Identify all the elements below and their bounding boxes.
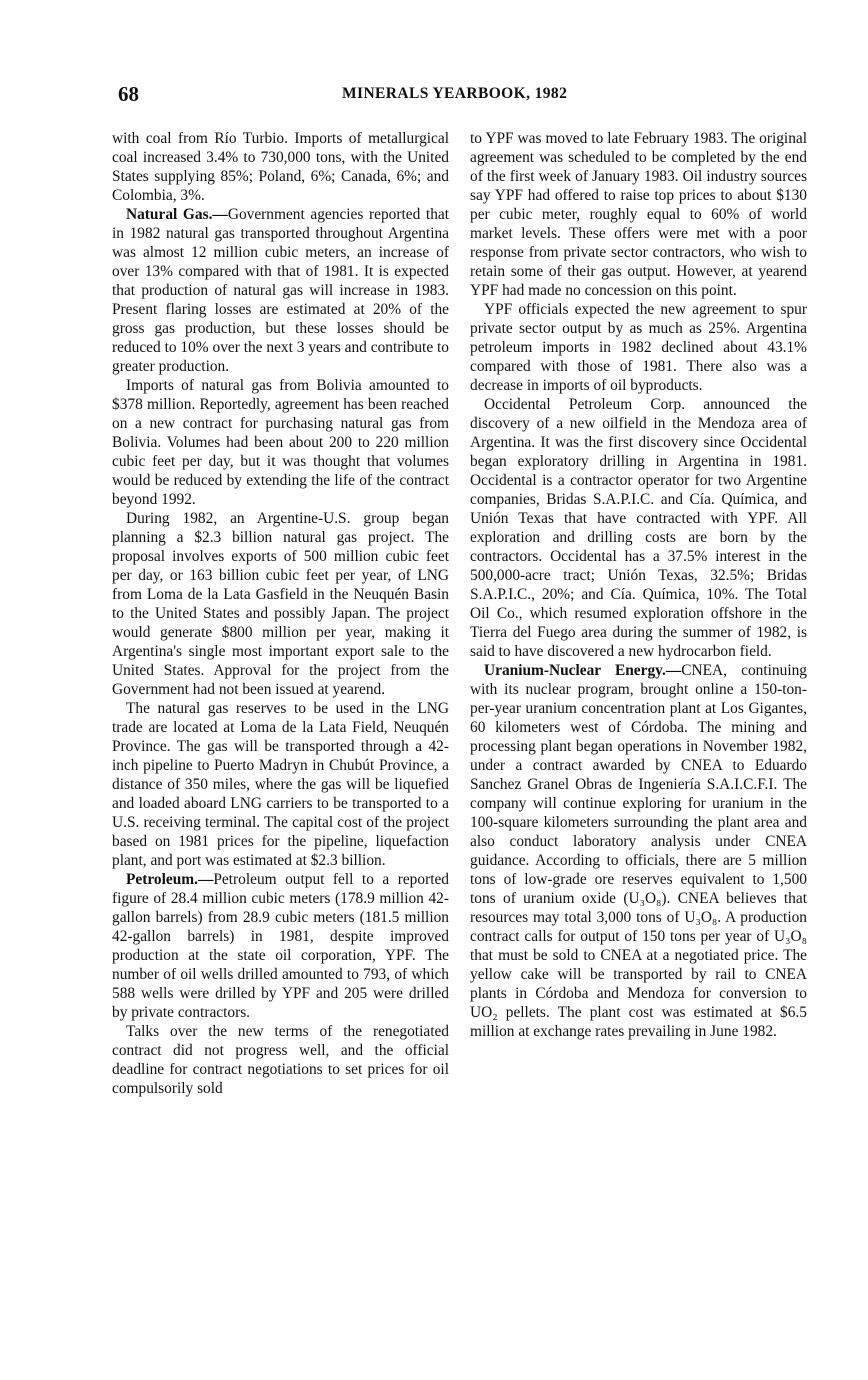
paragraph-text: Government agencies reported that in 1982 natural gas transported throughout Argentina was almost 12 million cubic meters, an increase of over 13% compared with that of 1981. It is expected that production of natural gas will increase in 1983. Present flaring losses are estimated at 20% of the gross gas production, but these losses should be reduced to 10% over the next 3 years and contribute to greater production.	[112, 206, 449, 375]
paragraph: Talks over the new terms of the renegotiated contract did not progress well, and the official deadline for contract negotiations to set prices for oil compulsorily sold	[112, 1023, 449, 1097]
paragraph	[112, 870, 449, 1022]
left-column	[112, 129, 449, 1098]
section-heading: Uranium-Nuclear Energy.—	[484, 662, 682, 679]
paragraph: The natural gas reserves to be used in the LNG trade are located at Loma de la Lata Field, Neuquén Province. The gas will be transported through a 42-inch pipeline to Puerto Madryn in Chubút Province, a distance of 350 miles, where the gas will be liquefied and loaded aboard LNG carriers to be transported to a U.S. receiving terminal. The capital cost of the project based on 1981 prices for the pipeline, liquefaction plant, and port was estimated at $2.3 billion.	[112, 700, 449, 869]
running-title: MINERALS YEARBOOK, 1982	[342, 85, 568, 102]
page-header	[118, 82, 758, 110]
paragraph: Occidental Petroleum Corp. announced the discovery of a new oilfield in the Mendoza area of Argentina. It was the first discovery since Occidental began exploratory drilling in Argentina in 1981. Occidental is a contractor operator for two Argentine companies, Bridas S.A.P.I.C. and Cía. Química, and Unión Texas that have contracted with YPF. All exploration and drilling costs are born by the contractors. Occidental has a 37.5% interest in the 500,000-acre tract; Unión Texas, 32.5%; Bridas S.A.P.I.C., 20%; and Cía. Química, 10%. The Total Oil Co., which resumed exploration offshore in the Tierra del Fuego area during the summer of 1982, is said to have discovered a new hydrocarbon field.	[470, 396, 807, 660]
paragraph	[112, 205, 449, 376]
section-heading: Petroleum.—	[126, 871, 214, 888]
paragraph: Imports of natural gas from Bolivia amounted to $378 million. Reportedly, agreement has been reached on a new contract for purchasing natural gas from Bolivia. Volumes had been about 200 to 220 million cubic feet per day, but it was thought that volumes would be reduced by extending the life of the contract beyond 1992.	[112, 377, 449, 508]
paragraph-text: Petroleum output fell to a reported figure of 28.4 million cubic meters (178.9 million 42-gallon barrels) from 28.9 cubic meters (181.5 million 42-gallon barrels) in 1981, despite improved production at the state oil corporation, YPF. The number of oil wells drilled amounted to 793, of which 588 wells were drilled by YPF and 205 were drilled by private contractors.	[112, 871, 449, 1021]
paragraph: to YPF was moved to late February 1983. The original agreement was scheduled to be completed by the end of the first week of January 1983. Oil industry sources say YPF had offered to raise top prices to about $130 per cubic meter, roughly equal to 60% of world market levels. These offers were met with a poor response from private sector contractors, who wish to retain some of their gas output. However, at yearend YPF had made no concession on this point.	[470, 130, 807, 299]
paragraph-text: CNEA, continuing with its nuclear program, brought online a 150-ton-per-year uranium concentration plant at Los Gigantes, 60 kilometers west of Córdoba. The mining and processing plant began operations in November 1982, under a contract awarded by CNEA to Eduardo Sanchez Granel Obras de Ingeniería S.A.I.C.F.I. The company will continue exploring for uranium in the 100-square kilometers surrounding the plant area and also conduct laboratory analysis under CNEA guidance. According to officials, there are 5 million tons of low-grade ore reserves equivalent to 1,500 tons of uranium oxide (U₃O₈). CNEA believes that resources may total 3,000 tons of U₃O₈. A production contract calls for output of 150 tons per year of U₃O₈ that must be sold to CNEA at a negotiated price. The yellow cake will be transported by rail to CNEA plants in Córdoba and Mendoza for conversion to UO₂ pellets. The plant cost was estimated at $6.5 million at exchange rates prevailing in June 1982.	[470, 662, 807, 1040]
page-number: 68	[118, 82, 139, 106]
right-column	[470, 129, 807, 1041]
paragraph: During 1982, an Argentine-U.S. group began planning a $2.3 billion natural gas project. The proposal involves exports of 500 million cubic feet per day, or 163 billion cubic feet per year, of LNG from Loma de la Lata Gasfield in the Neuquén Basin to the United States and possibly Japan. The project would generate $800 million per year, making it Argentina's single most important export sale to the United States. Approval for the project from the Government had not been issued at yearend.	[112, 510, 449, 698]
section-heading: Natural Gas.—	[126, 206, 228, 223]
paragraph: YPF officials expected the new agreement to spur private sector output by as much as 25%. Argentina petroleum imports in 1982 declined about 43.1% compared with those of 1981. There also was a decrease in imports of oil byproducts.	[470, 301, 807, 394]
paragraph: with coal from Río Turbio. Imports of metallurgical coal increased 3.4% to 730,000 tons, with the United States supplying 85%; Poland, 6%; Canada, 6%; and Colombia, 3%.	[112, 130, 449, 204]
paragraph	[470, 661, 807, 1041]
